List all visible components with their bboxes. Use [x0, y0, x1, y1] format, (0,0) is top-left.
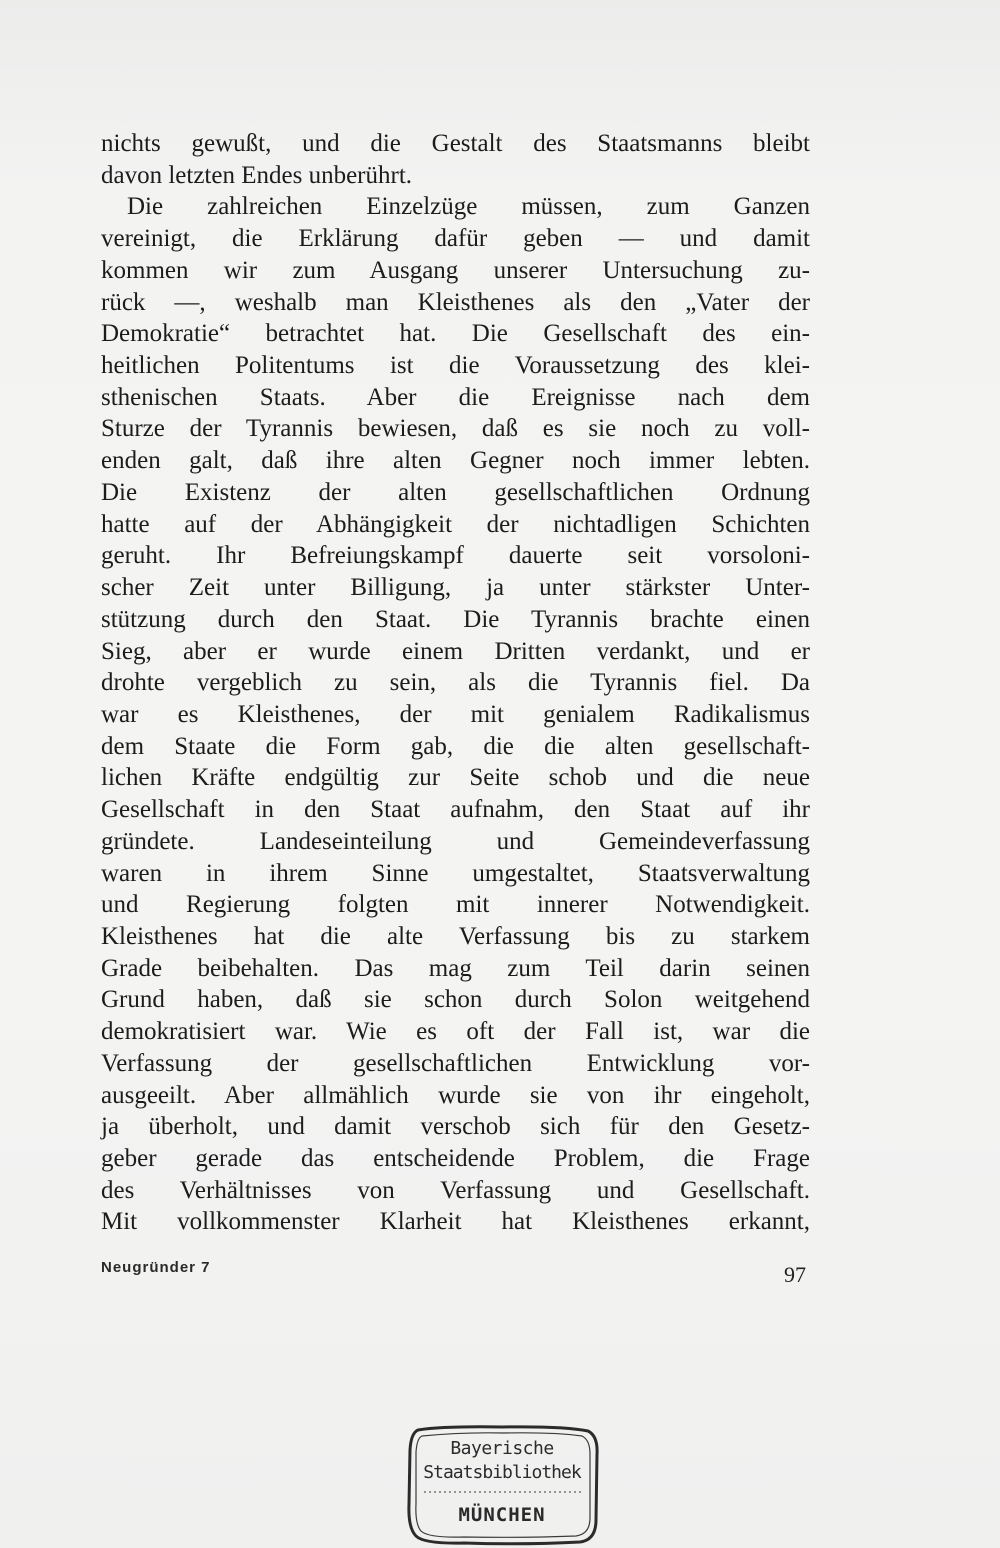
- body-text: [101, 128, 810, 1238]
- stamp-line-3: MÜNCHEN: [458, 1504, 546, 1526]
- text-line-10: Sturze der Tyrannis bewiesen, daß es sie noch zu voll-: [101, 415, 810, 443]
- page-number: 97: [784, 1262, 806, 1287]
- text-line-8: heitlichen Politentums ist die Voraussetzung des klei-: [101, 352, 810, 380]
- stamp-line-2: Staatsbibliothek: [423, 1462, 581, 1483]
- text-line-7: Demokratie“ betrachtet hat. Die Gesellschaft des ein-: [101, 320, 810, 348]
- text-line-15: scher Zeit unter Billigung, ja unter stärkster Unter-: [101, 574, 810, 602]
- text-line-32: ja überholt, und damit verschob sich für den Gesetz-: [101, 1113, 810, 1141]
- text-line-22: Gesellschaft in den Staat aufnahm, den Staat auf ihr: [101, 796, 810, 824]
- text-line-21: lichen Kräfte endgültig zur Seite schob und die neue: [101, 764, 810, 792]
- text-line-35: Mit vollkommenster Klarheit hat Kleisthenes erkannt,: [101, 1208, 810, 1236]
- text-line-16: stützung durch den Staat. Die Tyrannis brachte einen: [101, 605, 810, 633]
- text-line-33: geber gerade das entscheidende Problem, die Frage: [101, 1145, 810, 1172]
- text-line-24: waren in ihrem Sinne umgestaltet, Staatsverwaltung: [101, 859, 810, 887]
- text-line-20: dem Staate die Form gab, die die alten gesellschaft-: [101, 732, 810, 760]
- text-line-6: rück —, weshalb man Kleisthenes als den „Vater der: [101, 288, 810, 316]
- text-line-19: war es Kleisthenes, der mit genialem Radikalismus: [101, 700, 810, 728]
- text-line-23: gründete. Landeseinteilung und Gemeindeverfassung: [101, 827, 810, 855]
- text-line-31: ausgeeilt. Aber allmählich wurde sie von ihr eingeholt,: [101, 1081, 810, 1109]
- text-line-28: Grund haben, daß sie schon durch Solon weitgehend: [101, 986, 810, 1014]
- text-line-29: demokratisiert war. Wie es oft der Fall ist, war die: [101, 1018, 810, 1046]
- text-line-17: Sieg, aber er wurde einem Dritten verdankt, und er: [101, 637, 810, 665]
- text-line-26: Kleisthenes hat die alte Verfassung bis zu starkem: [101, 922, 810, 950]
- text-line-25: und Regierung folgten mit innerer Notwendigkeit.: [101, 891, 810, 919]
- text-line-4: vereinigt, die Erklärung dafür geben — und damit: [101, 225, 810, 253]
- text-line-2: davon letzten Endes unberührt.: [101, 161, 413, 189]
- signature-mark: Neugründer 7: [101, 1259, 211, 1276]
- text-line-34: des Verhältnisses von Verfassung und Gesellschaft.: [101, 1176, 810, 1204]
- text-line-30: Verfassung der gesellschaftlichen Entwicklung vor-: [101, 1049, 810, 1077]
- library-stamp: [404, 1424, 600, 1546]
- text-line-11: enden galt, daß ihre alten Gegner noch immer lebten.: [101, 447, 810, 475]
- text-line-12: Die Existenz der alten gesellschaftlichen Ordnung: [101, 478, 810, 506]
- text-line-18: drohte vergeblich zu sein, als die Tyrannis fiel. Da: [101, 669, 810, 697]
- text-line-9: sthenischen Staats. Aber die Ereignisse nach dem: [101, 383, 810, 411]
- stamp-line-1: Bayerische: [450, 1438, 554, 1459]
- text-line-3: Die zahlreichen Einzelzüge müssen, zum Ganzen: [127, 193, 810, 221]
- text-line-14: geruht. Ihr Befreiungskampf dauerte seit vorsoloni-: [101, 542, 810, 570]
- text-line-13: hatte auf der Abhängigkeit der nichtadligen Schichten: [101, 510, 810, 538]
- text-line-5: kommen wir zum Ausgang unserer Untersuchung zu-: [101, 256, 810, 284]
- text-line-27: Grade beibehalten. Das mag zum Teil darin seinen: [101, 954, 810, 982]
- text-line-1: nichts gewußt, und die Gestalt des Staatsmanns bleibt: [101, 130, 810, 157]
